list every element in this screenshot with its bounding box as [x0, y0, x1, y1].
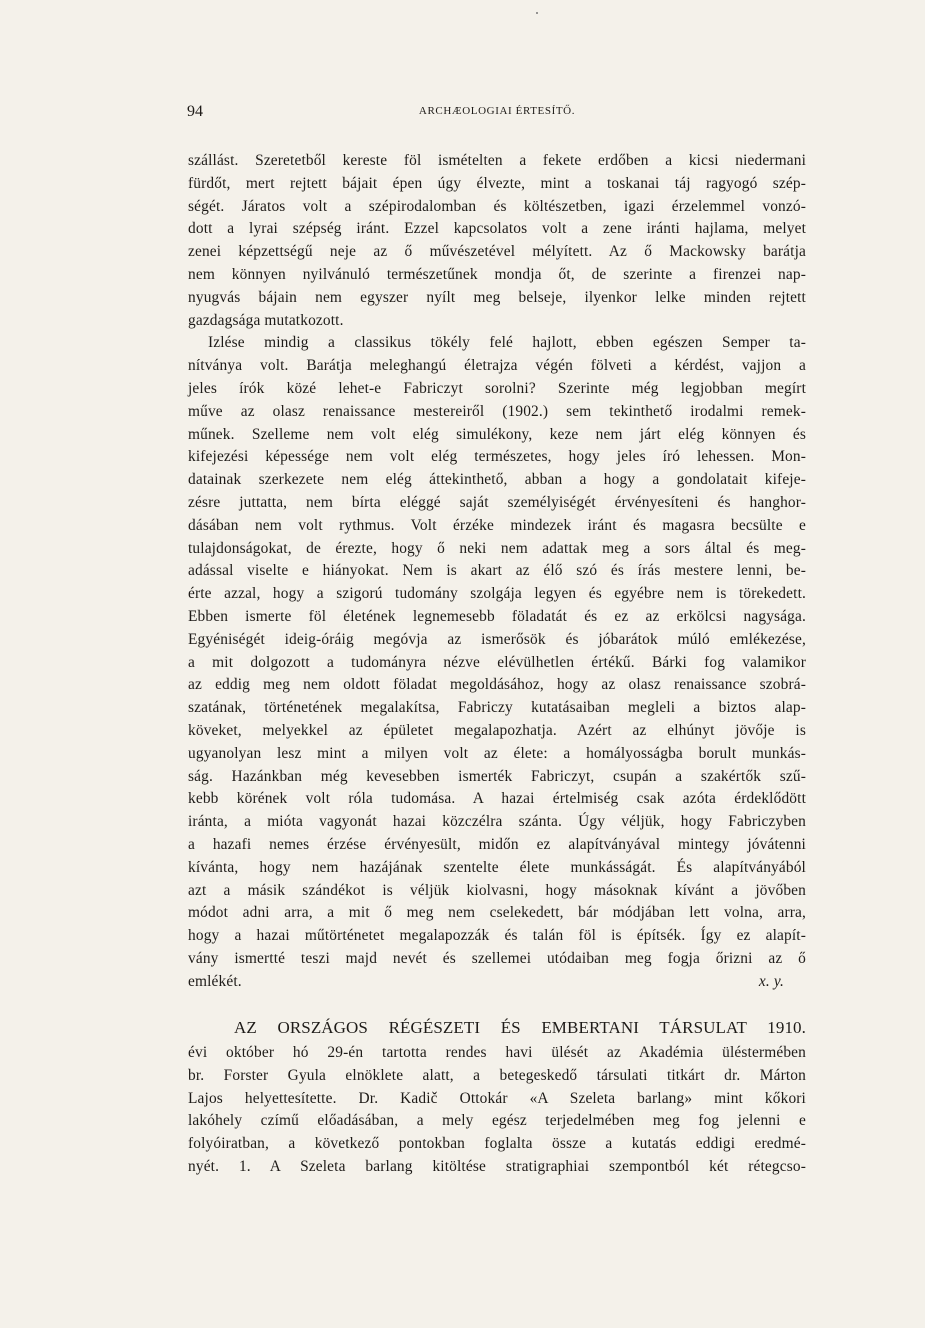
text-line: Izlése mindig a classikus tökély felé hajlott, ebben egészen Semper ta-: [208, 334, 806, 352]
text-line: zésre juttatta, nem bírta eléggé saját személyiségét érvényesíteni és hanghor-: [188, 493, 806, 511]
text-line: hogy a hazai műtörténetet megalapozzák és talán föl is építsék. Így ez alapít-: [188, 927, 806, 945]
text-line: zenei képzettségű neje az ő művészetével mélyített. Az ő Mackowsky barátja: [188, 243, 806, 261]
text-line: módot adni arra, a mit ő meg nem cselekedett, bár módjában lett volna, arra,: [188, 904, 806, 922]
text-line: vány ismertté teszi majd nevét és szellemei utódaiban meg fogja őrizni az ő: [188, 949, 806, 967]
text-line: szállást. Szeretetből kereste föl ismételten a fekete erdőben a kicsi niedermani: [188, 152, 806, 169]
text-line: ségét. Járatos volt a szépirodalomban és költészetben, igazi érzelemmel vonzó-: [188, 197, 806, 215]
text-line: gazdagsága mutatkozott.: [188, 311, 344, 329]
text-line: ugyanolyan lesz mint a milyen volt az élete: a homályosságba borult munkás-: [188, 744, 806, 762]
text-line: köveket, melyekkel az épületet megalapozhatja. Azért az elhúnyt jövője is: [188, 721, 806, 739]
text-line: műnek. Szelleme nem volt elég simulékony, keze nem járt elég könnyen és: [188, 425, 806, 443]
text-line: Egyéniségét ideig-óráig megóvja az ismerősök és jóbarátok múló emlékezése,: [188, 630, 806, 648]
text-line: datainak szerkezete nem elég áttekinthető, abban a hogy a gondolatait kifeje-: [188, 471, 806, 489]
text-line: ság. Hazánkban még kevesebben ismerték Fabriczyt, csupán a szakértők szű-: [188, 767, 806, 785]
text-line: nyugvás bájain nem egyszer nyílt meg belseje, ilyenkor lelke minden rejtett: [188, 288, 806, 306]
text-line: évi október hó 29-én tartotta rendes havi ülését az Akadémia üléstermében: [188, 1044, 806, 1061]
text-line: dásában nem volt rythmus. Volt érzéke mindezek iránt és magasra becsülte e: [188, 516, 806, 534]
closing-line: [188, 971, 806, 994]
text-line: nítványa volt. Barátja meleghangú életrajza végén fölveti a kérdést, vajjon a: [188, 357, 806, 375]
text-line: kebb körének volt róla tudomása. A hazai értelmiség csak azóta érdeklődött: [188, 790, 806, 808]
text-line: br. Forster Gyula elnöklete alatt, a betegeskedő társulati titkárt dr. Márton: [188, 1066, 806, 1084]
text-line: dott a lyrai szépség iránt. Ezzel kapcsolatos volt a zene iránti hajlama, melyet: [188, 220, 806, 238]
text-line: az eddig meg nem oldott föladat megoldásához, hogy az olasz renaissance szobrá-: [188, 676, 806, 694]
text-line: Lajos helyettesítette. Dr. Kadič Ottokár «A Szeleta barlang» mint kőkori: [188, 1089, 806, 1107]
text-line: lakóhely czímű előadásában, a mely egész terjedelmében meg fog jelenni e: [188, 1112, 806, 1130]
text-line: fürdőt, mert rejtett bájait épen úgy élvezte, mint a toskanai táj ragyogó szép-: [188, 174, 806, 192]
page-number: 94: [187, 103, 203, 120]
text-line: érte azzal, hogy a szigorú tudomány szolgája legyen és egyébre nem is törekedett.: [188, 585, 806, 603]
text-line: tulajdonságokat, de érezte, hogy ő neki nem adattak meg a sors által és meg-: [188, 539, 806, 557]
text-line: kívánta, hogy nem hazájának szentelte élete munkásságát. És alapítványából: [188, 858, 806, 876]
journal-title: ARCHÆOLOGIAI ÉRTESÍTŐ.: [418, 105, 576, 117]
text-line: a hazafi nemes érzése érvényesült, midőn ez alapítványával mintegy jóvátenni: [188, 835, 806, 853]
section-heading: AZ ORSZÁGOS RÉGÉSZETI ÉS EMBERTANI TÁRSULAT 1910.: [234, 1018, 806, 1037]
text-line: szatának, történetének megalakítsa, Fabriczy kutatásaiban megleli a biztos alap-: [188, 699, 806, 717]
closing-word: emlékét.: [188, 972, 242, 990]
text-line: a mit dolgozott a tudományra nézve elévülhetlen értékű. Bárki fog valamikor: [188, 653, 806, 671]
text-line: Ebben ismerte föl életének legnemesebb föladatát és ez az erkölcsi nagysága.: [188, 607, 806, 625]
text-line: nyét. 1. A Szeleta barlang kitöltése stratigraphiai szempontból két rétegcso-: [188, 1157, 806, 1175]
scan-speck: [536, 12, 538, 14]
author-signature: x. y.: [758, 972, 784, 990]
article-body: [188, 150, 806, 993]
text-line: kifejezési képessége nem volt elég természetes, hogy jeles író lehessen. Mon-: [188, 448, 806, 466]
text-line: iránta, a mióta vagyonát hazai közczélra szánta. Úgy véljük, hogy Fabriczyben: [188, 813, 806, 831]
section-body: [188, 1042, 806, 1179]
text-line: nem könnyen nyilvánuló természetűnek mondja őt, de szerinte a firenzei nap-: [188, 265, 806, 283]
text-line: műve az olasz renaissance mestereiről (1902.) sem tekinthető irodalmi remek-: [188, 402, 806, 420]
text-line: jeles írók közé lehet-e Fabriczyt sorolni? Szerinte még legjobban megírt: [188, 379, 806, 397]
text-line: azt a másik szándékot is véljük kiolvasni, hogy másoknak kívánt a jövőben: [188, 881, 806, 899]
text-line: adással viselte e hiányokat. Nem is akart az élő szó és írás mestere lenni, be-: [188, 562, 806, 580]
running-head: [187, 103, 807, 123]
text-line: folyóiratban, a következő pontokban foglalta össze a kutatás eddigi eredmé-: [188, 1135, 806, 1153]
